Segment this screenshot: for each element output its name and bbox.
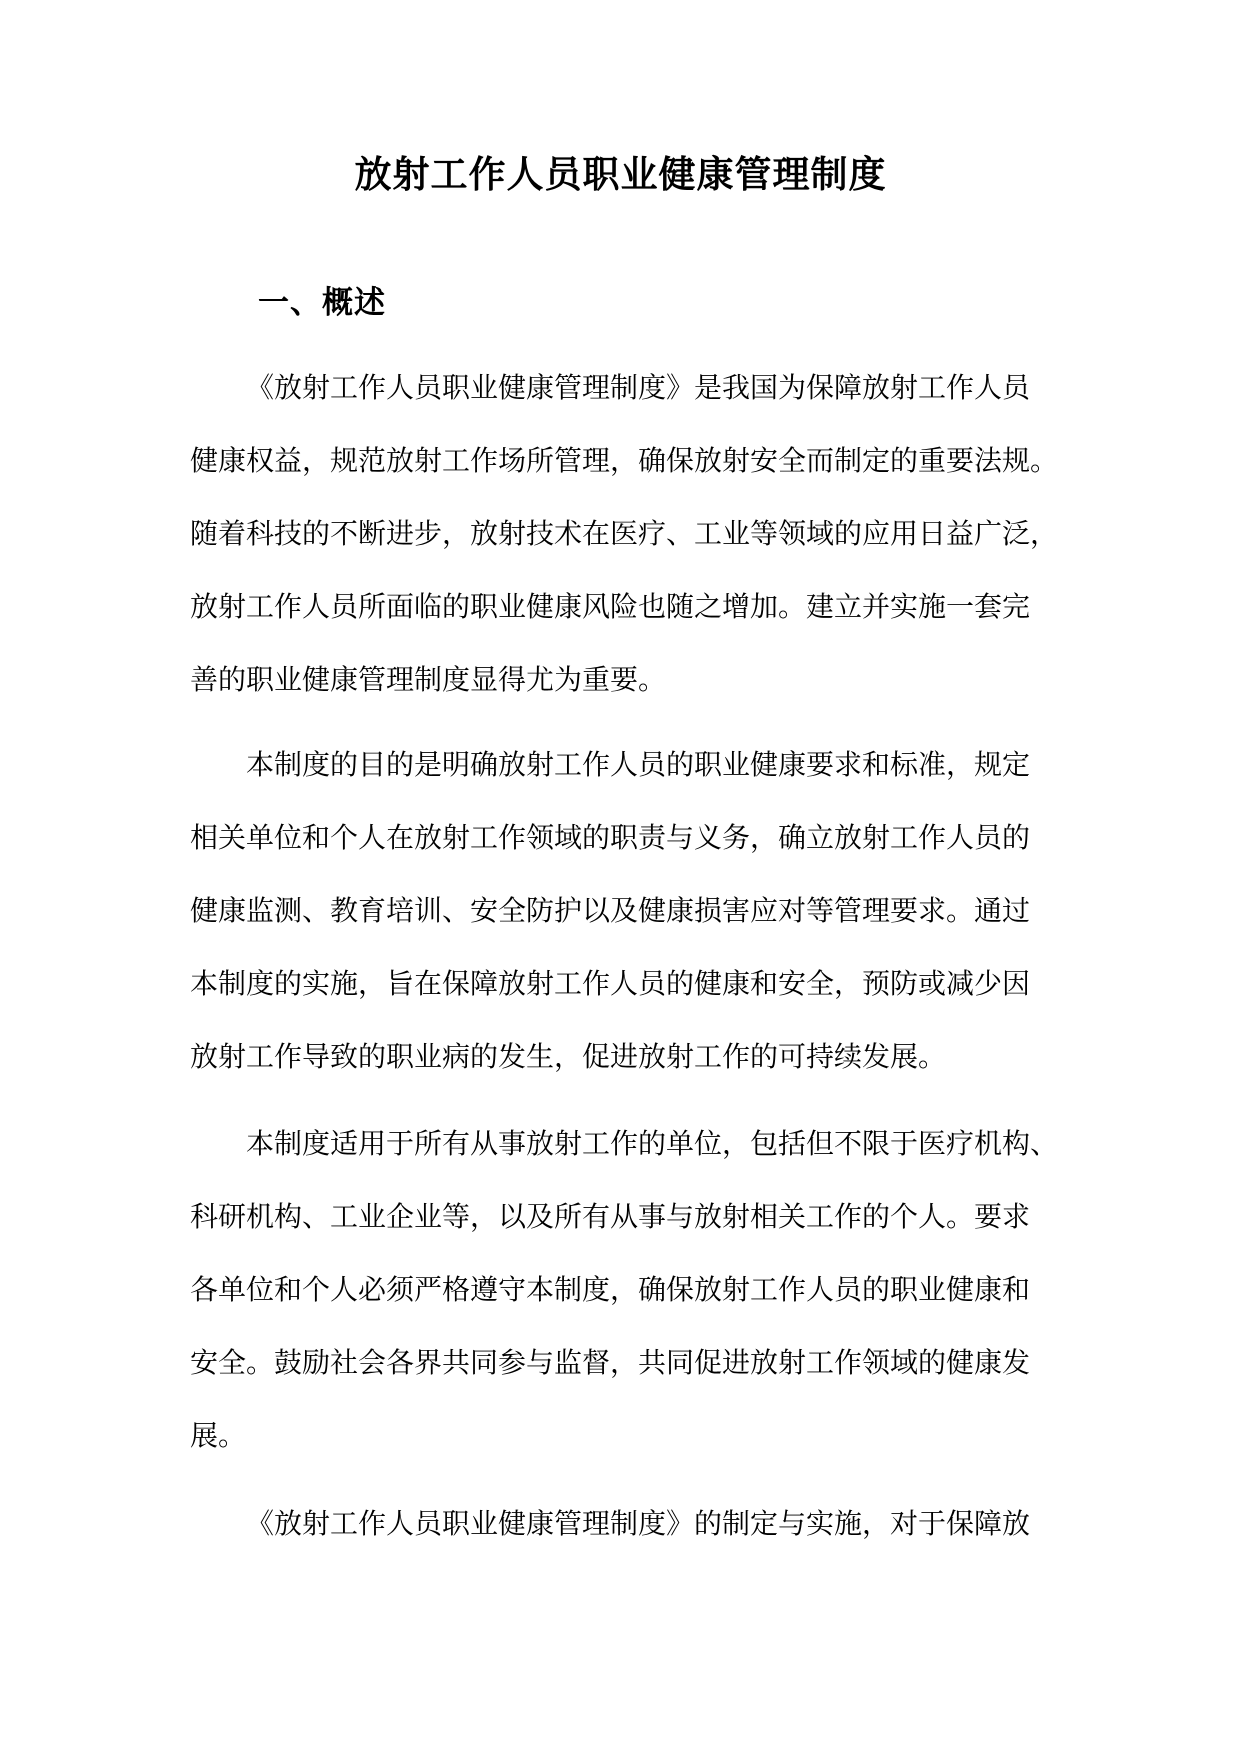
paragraph-line: 随着科技的不断进步，放射技术在医疗、工业等领域的应用日益广泛，	[190, 517, 1059, 550]
paragraph-line: 健康监测、教育培训、安全防护以及健康损害应对等管理要求。通过	[190, 894, 1031, 927]
paragraph-line: 展。	[190, 1419, 247, 1452]
paragraph-line: 相关单位和个人在放射工作领域的职责与义务，确立放射工作人员的	[190, 821, 1031, 854]
paragraph-overview-purpose	[190, 368, 1059, 733]
paragraph-significance	[190, 1504, 1055, 1577]
section-heading: 一、概述	[258, 285, 386, 321]
paragraph-line: 本制度的目的是明确放射工作人员的职业健康要求和标准，规定	[246, 748, 1031, 781]
paragraph-objectives	[190, 745, 1055, 1110]
paragraph-line: 善的职业健康管理制度显得尤为重要。	[190, 663, 667, 696]
paragraph-line: 健康权益，规范放射工作场所管理，确保放射安全而制定的重要法规。	[190, 444, 1059, 477]
document-title: 放射工作人员职业健康管理制度	[354, 152, 887, 196]
paragraph-line: 各单位和个人必须严格遵守本制度，确保放射工作人员的职业健康和	[190, 1273, 1031, 1306]
paragraph-line: 科研机构、工业企业等，以及所有从事与放射相关工作的个人。要求	[190, 1200, 1031, 1233]
paragraph-line: 放射工作人员所面临的职业健康风险也随之增加。建立并实施一套完	[190, 590, 1031, 623]
paragraph-line: 本制度的实施，旨在保障放射工作人员的健康和安全，预防或减少因	[190, 967, 1031, 1000]
paragraph-line: 安全。鼓励社会各界共同参与监督，共同促进放射工作领域的健康发	[190, 1346, 1031, 1379]
paragraph-line: 本制度适用于所有从事放射工作的单位，包括但不限于医疗机构、	[246, 1127, 1059, 1160]
paragraph-line: 《放射工作人员职业健康管理制度》的制定与实施，对于保障放	[246, 1507, 1031, 1540]
paragraph-line: 放射工作导致的职业病的发生，促进放射工作的可持续发展。	[190, 1040, 947, 1073]
paragraph-line: 《放射工作人员职业健康管理制度》是我国为保障放射工作人员	[246, 371, 1031, 404]
paragraph-scope	[190, 1124, 1059, 1489]
